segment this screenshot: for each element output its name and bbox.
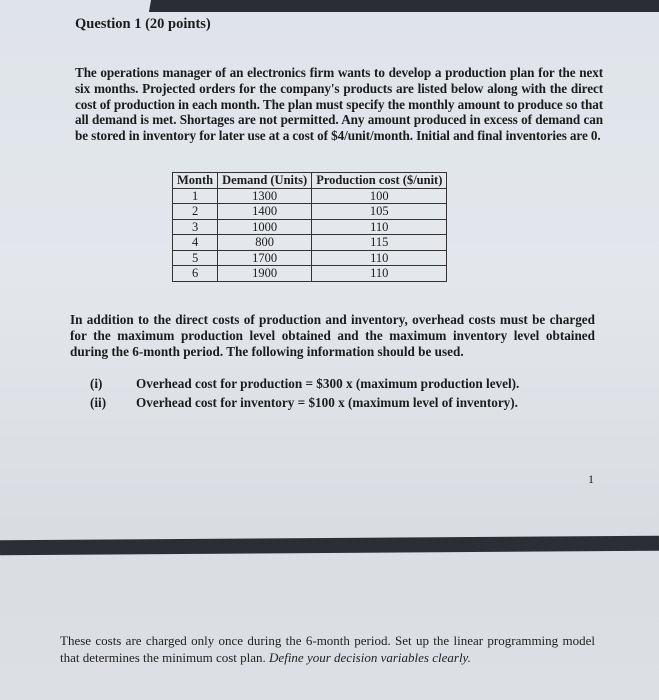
table-row — [173, 250, 447, 266]
header-demand: Demand (Units) — [218, 173, 312, 189]
table-cell: 110 — [312, 266, 447, 282]
table-cell: 1400 — [218, 204, 312, 220]
table-row — [173, 204, 447, 220]
table-cell: 110 — [312, 219, 447, 235]
table-row — [173, 235, 447, 251]
problem-paragraph: The operations manager of an electronics firm wants to develop a production plan for the next six months. Projected orders for the company's products are listed below along with the direct cost of production in each month. The plan must specify the monthly amount to produce so that all demand is met. Shortages are not permitted. Any amount produced in excess of demand can be stored in inventory for later use at a cost of $4/unit/month. Initial and final inventories are 0. — [75, 65, 603, 144]
table-header-row — [173, 173, 447, 189]
table-cell: 1700 — [218, 250, 312, 266]
table-cell: 2 — [173, 204, 218, 220]
overhead-paragraph: In addition to the direct costs of production and inventory, overhead costs must be charged for the maximum production level obtained and the maximum inventory level obtained during the 6-month period. The following information should be used. — [70, 312, 595, 359]
table-row — [173, 188, 447, 204]
list-number: (i) — [90, 376, 103, 391]
screen-edge — [149, 0, 659, 12]
table-row — [173, 266, 447, 282]
header-cost: Production cost ($/unit) — [312, 173, 447, 189]
table-cell: 800 — [218, 235, 312, 251]
instruction-text: These costs are charged only once during the 6-month period. Set up the linear programming model that determines the minimum cost plan. — [60, 633, 595, 665]
table-cell: 1000 — [218, 219, 312, 235]
table-cell: 100 — [312, 188, 447, 204]
header-month: Month — [173, 173, 218, 189]
table-cell: 5 — [173, 250, 218, 266]
table-cell: 6 — [173, 266, 218, 282]
table-cell: 105 — [312, 204, 447, 220]
page-number: 1 — [588, 472, 594, 486]
instruction-italic: Define your decision variables clearly. — [269, 649, 471, 665]
table-cell: 1300 — [218, 188, 312, 204]
table-cell: 115 — [312, 235, 447, 251]
table-cell: 110 — [312, 250, 447, 266]
question-title: Question 1 (20 points) — [75, 16, 211, 32]
table-cell: 3 — [173, 219, 218, 235]
page-break — [0, 536, 659, 556]
table-cell: 4 — [173, 235, 218, 251]
list-item — [90, 395, 518, 411]
list-item — [90, 376, 519, 392]
demand-cost-table — [172, 172, 447, 282]
table-row — [173, 219, 447, 235]
table-cell: 1900 — [218, 266, 312, 282]
list-text: Overhead cost for production = $300 x (maximum production level). — [136, 376, 520, 391]
list-text: Overhead cost for inventory = $100 x (maximum level of inventory). — [136, 395, 518, 410]
instruction-paragraph — [60, 633, 595, 666]
list-number: (ii) — [90, 395, 107, 410]
table-cell: 1 — [173, 188, 218, 204]
